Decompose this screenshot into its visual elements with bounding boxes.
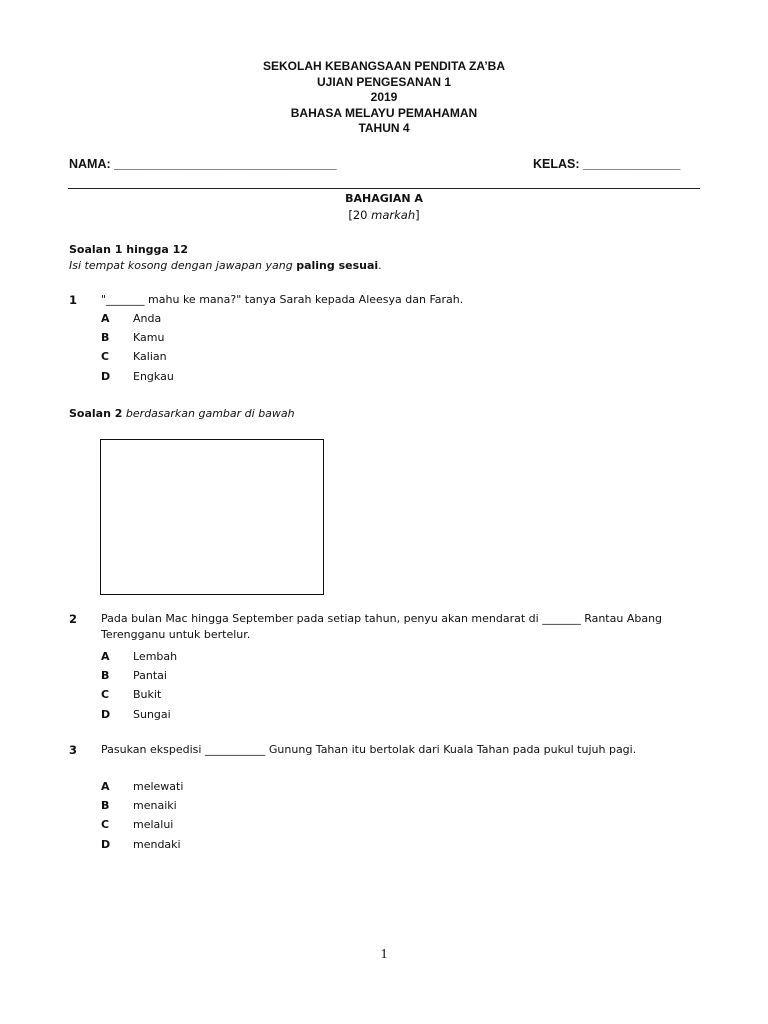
option-letter: D bbox=[101, 708, 111, 721]
option-letter: D bbox=[101, 838, 111, 851]
level-title: TAHUN 4 bbox=[358, 121, 410, 135]
section-marks bbox=[0, 208, 768, 222]
option-text: Lembah bbox=[133, 650, 178, 663]
subject-title: BAHASA MELAYU PEMAHAMAN bbox=[290, 105, 478, 120]
exam-title: UJIAN PENGESANAN 1 bbox=[316, 74, 452, 89]
class-field: KELAS: ______________ bbox=[533, 157, 681, 171]
marks-open: [20 bbox=[348, 208, 372, 222]
option-letter: B bbox=[101, 799, 110, 812]
question-text: "_______ mahu ke mana?" tanya Sarah kepada Aleesya dan Farah. bbox=[101, 293, 464, 306]
option-letter: B bbox=[101, 669, 110, 682]
picture-instruction-bold: Soalan 2 bbox=[69, 407, 123, 420]
option-text: melalui bbox=[133, 818, 174, 831]
option-text: menaiki bbox=[133, 799, 177, 812]
option-text: Pantai bbox=[133, 669, 167, 682]
option-text: Kalian bbox=[133, 350, 167, 363]
name-field: NAMA: ________________________________ bbox=[69, 157, 337, 171]
marks-word: markah bbox=[371, 208, 416, 222]
exam-year: 2019 bbox=[370, 90, 398, 104]
instruction-range: Soalan 1 hingga 12 bbox=[69, 243, 188, 256]
instruction-end: . bbox=[378, 259, 382, 272]
option-letter: D bbox=[101, 370, 111, 383]
page-number: 1 bbox=[380, 947, 388, 962]
exam-header bbox=[0, 59, 768, 137]
option-text: Engkau bbox=[133, 370, 174, 383]
picture-frame bbox=[100, 439, 324, 595]
option-text: Bukit bbox=[133, 688, 162, 701]
school-name: SEKOLAH KEBANGSAAN PENDITA ZA’BA bbox=[262, 59, 505, 73]
question-text: Pasukan ekspedisi ___________ Gunung Tahan itu bertolak dari Kuala Tahan pada pukul tujuh pagi. bbox=[101, 743, 637, 756]
option-text: melewati bbox=[133, 780, 184, 793]
picture-instruction-italic: berdasarkan gambar di bawah bbox=[122, 407, 295, 420]
instruction-bold: paling sesuai bbox=[296, 259, 379, 272]
instruction-italic: Isi tempat kosong dengan jawapan yang bbox=[69, 259, 297, 272]
marks-close: ] bbox=[415, 208, 420, 222]
question-number: 2 bbox=[69, 612, 78, 626]
option-letter: A bbox=[101, 312, 110, 325]
header-divider bbox=[68, 188, 700, 189]
instruction-text bbox=[69, 258, 382, 274]
question-number: 3 bbox=[69, 743, 78, 757]
question-number: 1 bbox=[69, 293, 78, 307]
option-letter: A bbox=[101, 780, 110, 793]
option-letter: A bbox=[101, 650, 110, 663]
option-letter: C bbox=[101, 818, 110, 831]
option-text: Sungai bbox=[133, 708, 171, 721]
question-text: Pada bulan Mac hingga September pada setiap tahun, penyu akan mendarat di _______ Rantau Abang Terengganu untuk bertelur. bbox=[101, 612, 663, 641]
option-letter: C bbox=[101, 350, 110, 363]
option-text: mendaki bbox=[133, 838, 181, 851]
option-text: Anda bbox=[133, 312, 162, 325]
option-letter: C bbox=[101, 688, 110, 701]
option-letter: B bbox=[101, 331, 110, 344]
option-text: Kamu bbox=[133, 331, 165, 344]
picture-instruction bbox=[69, 406, 295, 422]
section-title: BAHAGIAN A bbox=[345, 192, 423, 205]
